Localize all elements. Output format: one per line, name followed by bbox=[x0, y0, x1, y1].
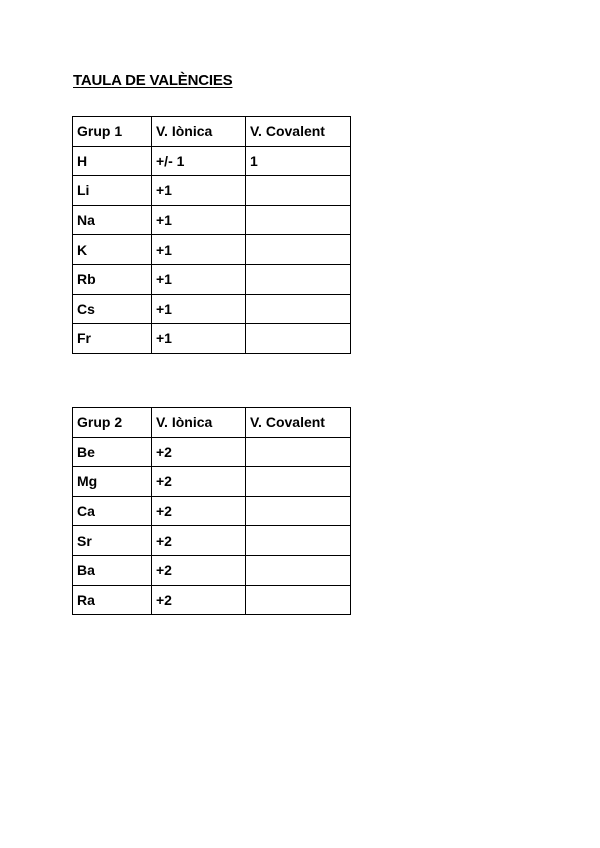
table-header-cell: V. Iònica bbox=[152, 117, 246, 147]
table-header-cell: V. Iònica bbox=[152, 408, 246, 438]
covalent-valence-cell bbox=[246, 467, 351, 497]
covalent-valence-cell bbox=[246, 585, 351, 615]
ionic-valence-cell: +2 bbox=[152, 437, 246, 467]
table-row bbox=[73, 294, 351, 324]
table-row bbox=[73, 585, 351, 615]
ionic-valence-cell: +1 bbox=[152, 264, 246, 294]
covalent-valence-cell bbox=[246, 526, 351, 556]
table-header-cell: Grup 1 bbox=[73, 117, 152, 147]
group-element-cell: H bbox=[73, 146, 152, 176]
covalent-valence-cell bbox=[246, 437, 351, 467]
covalent-valence-cell bbox=[246, 496, 351, 526]
table-header-cell: Grup 2 bbox=[73, 408, 152, 438]
group-element-cell: Li bbox=[73, 176, 152, 206]
valence-table-group-2 bbox=[72, 407, 351, 615]
table-row bbox=[73, 176, 351, 206]
ionic-valence-cell: +1 bbox=[152, 205, 246, 235]
page-title: TAULA DE VALÈNCIES bbox=[73, 72, 233, 89]
covalent-valence-cell bbox=[246, 555, 351, 585]
covalent-valence-cell bbox=[246, 235, 351, 265]
ionic-valence-cell: +1 bbox=[152, 235, 246, 265]
table-row bbox=[73, 555, 351, 585]
table-row bbox=[73, 324, 351, 354]
ionic-valence-cell: +/- 1 bbox=[152, 146, 246, 176]
group-element-cell: Fr bbox=[73, 324, 152, 354]
group-element-cell: Na bbox=[73, 205, 152, 235]
table-row bbox=[73, 437, 351, 467]
covalent-valence-cell bbox=[246, 264, 351, 294]
group-element-cell: Ca bbox=[73, 496, 152, 526]
table-header-row bbox=[73, 408, 351, 438]
table-row bbox=[73, 496, 351, 526]
covalent-valence-cell bbox=[246, 324, 351, 354]
table-row bbox=[73, 146, 351, 176]
ionic-valence-cell: +2 bbox=[152, 496, 246, 526]
table-header-row bbox=[73, 117, 351, 147]
group-element-cell: Rb bbox=[73, 264, 152, 294]
group-element-cell: Cs bbox=[73, 294, 152, 324]
group-element-cell: Ba bbox=[73, 555, 152, 585]
table-row bbox=[73, 205, 351, 235]
covalent-valence-cell bbox=[246, 176, 351, 206]
covalent-valence-cell: 1 bbox=[246, 146, 351, 176]
group-element-cell: Sr bbox=[73, 526, 152, 556]
group-element-cell: Ra bbox=[73, 585, 152, 615]
table-row bbox=[73, 526, 351, 556]
group-element-cell: K bbox=[73, 235, 152, 265]
group-element-cell: Be bbox=[73, 437, 152, 467]
table-header-cell: V. Covalent bbox=[246, 408, 351, 438]
table-header-cell: V. Covalent bbox=[246, 117, 351, 147]
ionic-valence-cell: +1 bbox=[152, 294, 246, 324]
table-row bbox=[73, 235, 351, 265]
ionic-valence-cell: +1 bbox=[152, 324, 246, 354]
covalent-valence-cell bbox=[246, 205, 351, 235]
valence-table-group-1 bbox=[72, 116, 351, 354]
ionic-valence-cell: +2 bbox=[152, 526, 246, 556]
table-row bbox=[73, 467, 351, 497]
group-element-cell: Mg bbox=[73, 467, 152, 497]
covalent-valence-cell bbox=[246, 294, 351, 324]
ionic-valence-cell: +2 bbox=[152, 585, 246, 615]
ionic-valence-cell: +2 bbox=[152, 555, 246, 585]
table-row bbox=[73, 264, 351, 294]
ionic-valence-cell: +2 bbox=[152, 467, 246, 497]
ionic-valence-cell: +1 bbox=[152, 176, 246, 206]
